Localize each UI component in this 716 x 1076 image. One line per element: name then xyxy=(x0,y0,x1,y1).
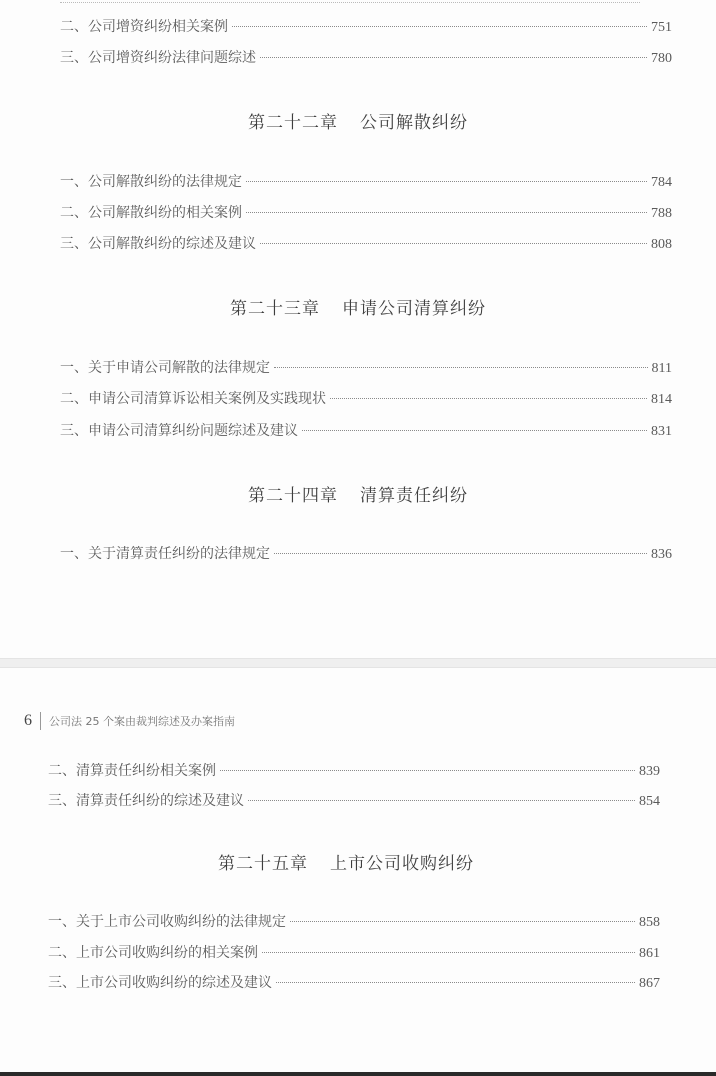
toc-entry-page: 831 xyxy=(651,424,672,439)
toc-entry xyxy=(60,420,672,440)
toc-entry-page: 858 xyxy=(639,915,660,930)
page-number: 6 xyxy=(24,712,32,729)
chapter-title: 上市公司收购纠纷 xyxy=(330,854,474,874)
toc-entry xyxy=(60,233,672,253)
toc-entry-page: 836 xyxy=(651,547,672,562)
toc-entry-page: 784 xyxy=(651,175,672,190)
toc-entry xyxy=(48,760,660,780)
toc-entry-title: 三、申请公司清算纠纷问题综述及建议 xyxy=(60,423,298,439)
chapter-number: 第二十五章 xyxy=(218,854,308,874)
toc-entry-title: 二、清算责任纠纷相关案例 xyxy=(48,763,216,779)
chapter-number: 第二十三章 xyxy=(230,299,320,319)
toc-entry-page: 788 xyxy=(651,206,672,221)
toc-entry xyxy=(60,202,672,222)
toc-entry xyxy=(48,790,660,810)
toc-entry xyxy=(60,388,672,408)
toc-entry-page: 808 xyxy=(651,237,672,252)
dot-leader xyxy=(274,553,647,554)
toc-entry-page: 811 xyxy=(651,361,672,376)
toc-entry-page: 854 xyxy=(639,794,660,809)
chapter-heading xyxy=(218,849,474,874)
chapter-title: 清算责任纠纷 xyxy=(360,486,468,506)
dot-leader xyxy=(276,982,635,983)
chapter-heading xyxy=(248,481,468,506)
toc-entry xyxy=(60,47,672,67)
running-header xyxy=(24,712,235,730)
chapter-title: 申请公司清算纠纷 xyxy=(342,299,486,319)
dot-leader xyxy=(274,367,648,368)
toc-entry-page: 861 xyxy=(639,946,660,961)
dot-leader xyxy=(246,212,647,213)
toc-entry-title: 二、上市公司收购纠纷的相关案例 xyxy=(48,945,258,961)
chapter-number: 第二十二章 xyxy=(248,113,338,133)
dot-leader xyxy=(302,430,647,431)
dot-leader xyxy=(232,26,647,27)
dot-leader xyxy=(330,398,647,399)
toc-entry xyxy=(48,942,660,962)
chapter-heading xyxy=(248,108,468,133)
dot-leader xyxy=(260,243,647,244)
toc-entry xyxy=(48,972,660,992)
dot-leader xyxy=(260,57,647,58)
dot-leader xyxy=(262,952,635,953)
chapter-number: 第二十四章 xyxy=(248,486,338,506)
toc-entry-page: 814 xyxy=(651,392,672,407)
toc-entry xyxy=(60,171,672,191)
toc-entry-title: 二、公司解散纠纷的相关案例 xyxy=(60,205,242,221)
cut-off-entry-above xyxy=(60,0,640,3)
toc-entry-title: 二、公司增资纠纷相关案例 xyxy=(60,19,228,35)
toc-entry-title: 一、公司解散纠纷的法律规定 xyxy=(60,174,242,190)
toc-entry-title: 三、公司解散纠纷的综述及建议 xyxy=(60,236,256,252)
book-title: 公司法 25 个案由裁判综述及办案指南 xyxy=(49,715,235,728)
bottom-edge xyxy=(0,1072,716,1076)
toc-entry xyxy=(48,911,660,931)
toc-entry xyxy=(60,16,672,36)
dot-leader xyxy=(248,800,635,801)
toc-entry-title: 三、公司增资纠纷法律问题综述 xyxy=(60,50,256,66)
toc-entry-title: 一、关于上市公司收购纠纷的法律规定 xyxy=(48,914,286,930)
toc-entry-title: 二、申请公司清算诉讼相关案例及实践现状 xyxy=(60,391,326,407)
header-divider xyxy=(40,712,41,730)
chapter-heading xyxy=(230,294,486,319)
toc-entry xyxy=(60,357,672,377)
toc-entry-title: 三、清算责任纠纷的综述及建议 xyxy=(48,793,244,809)
toc-entry-page: 780 xyxy=(651,51,672,66)
toc-entry-title: 一、关于申请公司解散的法律规定 xyxy=(60,360,270,376)
chapter-title: 公司解散纠纷 xyxy=(360,113,468,133)
toc-entry-title: 三、上市公司收购纠纷的综述及建议 xyxy=(48,975,272,991)
dot-leader xyxy=(246,181,647,182)
toc-entry-title: 一、关于清算责任纠纷的法律规定 xyxy=(60,546,270,562)
dot-leader xyxy=(220,770,635,771)
toc-entry xyxy=(60,543,672,563)
toc-entry-page: 839 xyxy=(639,764,660,779)
dot-leader xyxy=(290,921,635,922)
toc-entry-page: 751 xyxy=(651,20,672,35)
page-separator xyxy=(0,658,716,668)
toc-entry-page: 867 xyxy=(639,976,660,991)
